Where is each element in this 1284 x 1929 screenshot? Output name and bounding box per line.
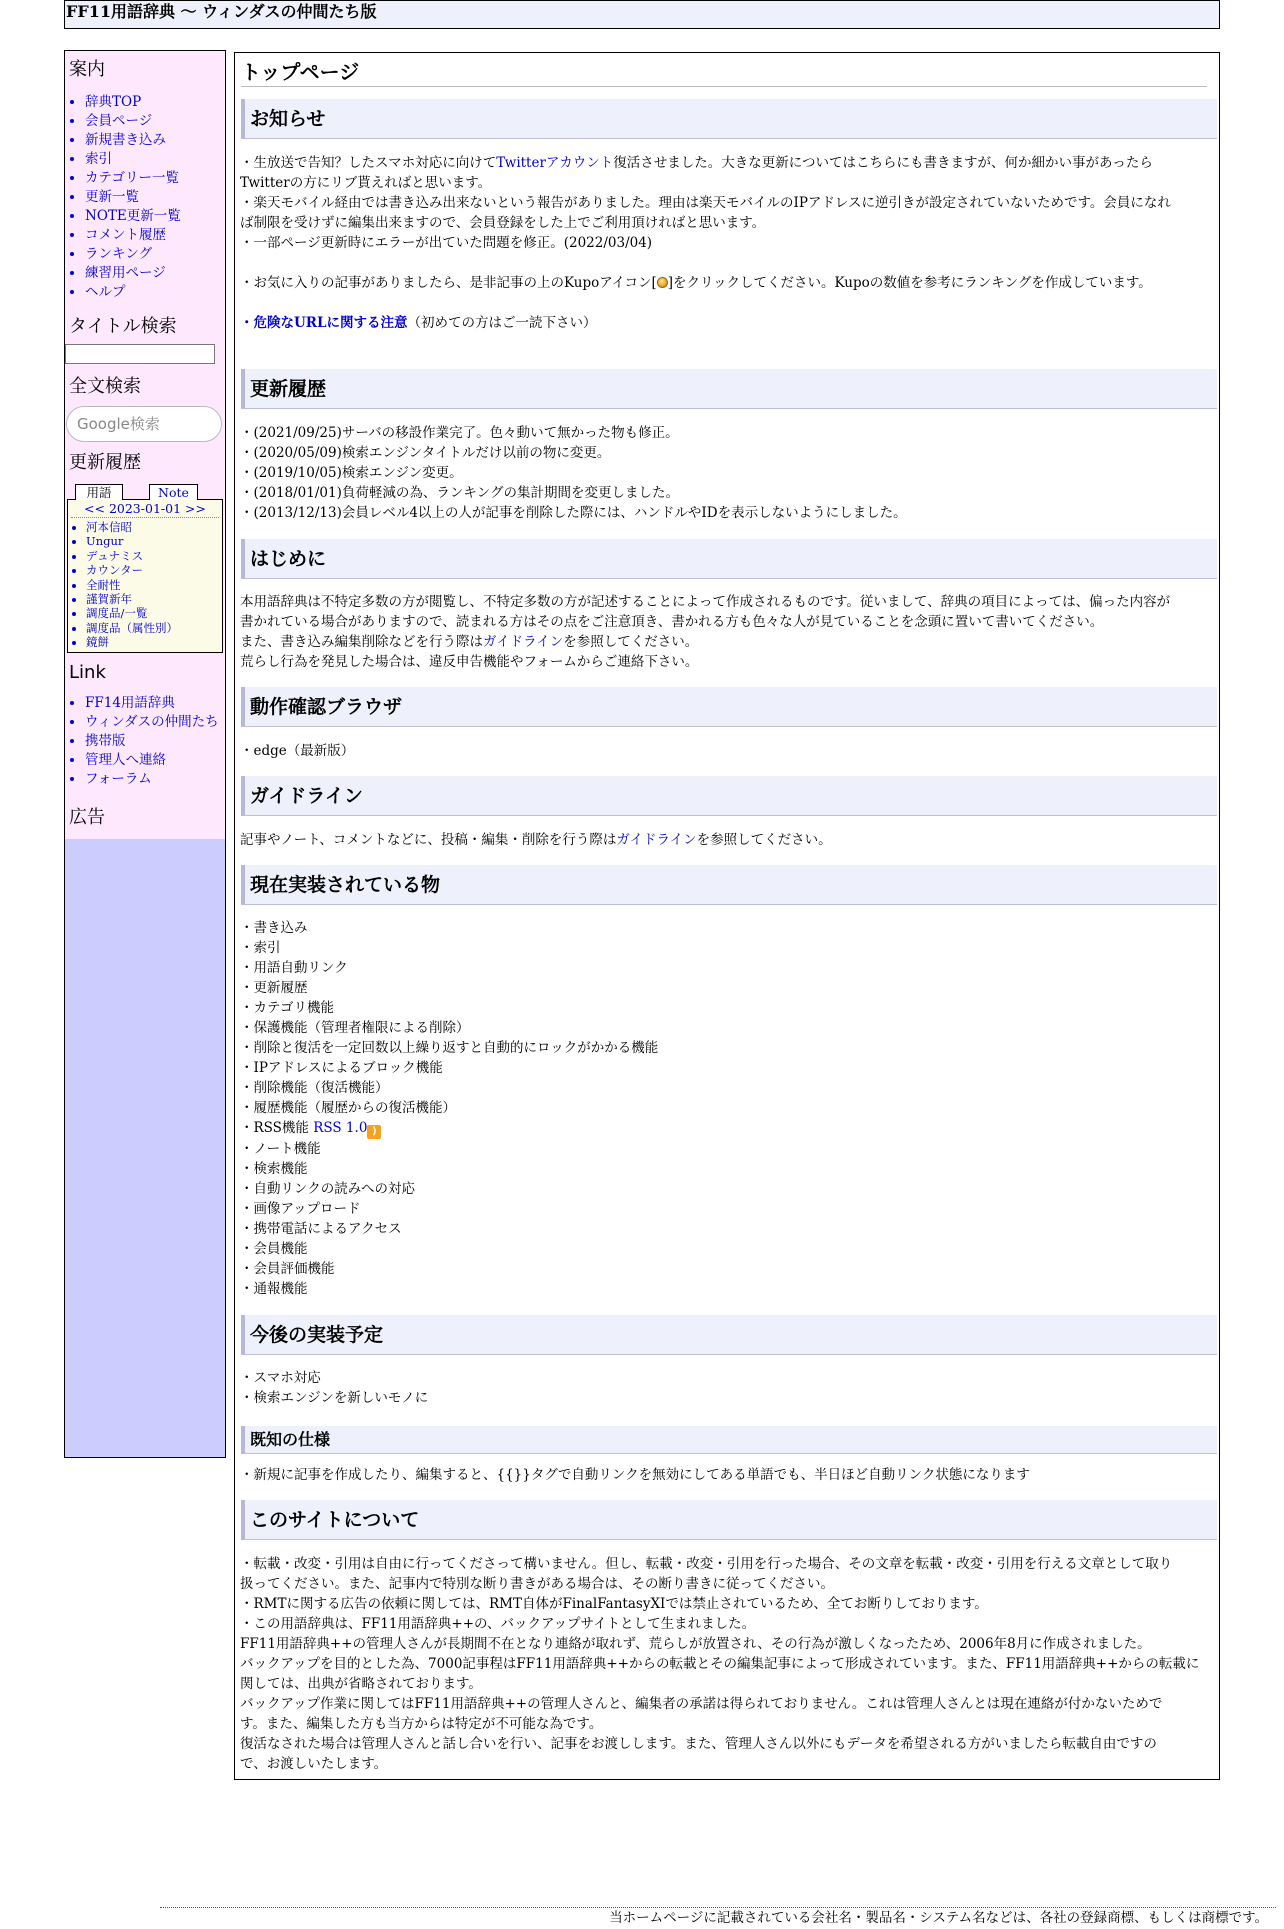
updates-heading: 更新履歴 [241, 369, 1217, 409]
feature-item: ・IPアドレスによるブロック機能 [240, 1060, 443, 1076]
rss-icon[interactable]: ) [367, 1125, 381, 1139]
about-heading: このサイトについて [241, 1500, 1217, 1540]
update-item: ・(2020/05/09)検索エンジンタイトルだけ以前の物に変更。 [240, 445, 611, 461]
history-item[interactable]: • 調度品（属性別） [86, 621, 222, 635]
history-item[interactable]: • 調度品/一覧 [86, 606, 222, 620]
sidebar-item-categories[interactable]: • カテゴリー一覧 [85, 169, 225, 188]
intro-text: を参照してください。 [563, 634, 699, 650]
news-line [240, 153, 1215, 173]
news-text: ]をクリックしてください。Kupoの数値を参考にランキングを作成しています。 [667, 275, 1152, 291]
history-item[interactable]: • 全耐性 [86, 578, 222, 592]
link-item-contact-admin[interactable]: • 管理人へ連絡 [85, 751, 225, 770]
news-text: ・生放送で告知？したスマホ対応に向けて [240, 155, 497, 171]
news-line: ば制限を受けずに編集出来ますので、会員登録をした上でご利用頂ければと思います。 [240, 215, 766, 231]
intro-line [240, 632, 1215, 652]
about-line: 扱ってください。また、記事内で特別な断り書きがある場合は、その断り書きに従ってください。 [240, 1576, 834, 1592]
feature-item: ・削除と復活を一定回数以上繰り返すと自動的にロックがかかる機能 [240, 1040, 659, 1056]
guideline-text: 記事やノート、コメントなどに、投稿・編集・削除を行う際は [240, 832, 617, 848]
history-item[interactable]: • 鏡餅 [86, 635, 222, 649]
guide-heading: 案内 [65, 51, 225, 87]
danger-url-link[interactable]: 危険なURLに関する注意 [253, 315, 408, 331]
guideline-heading: ガイドライン [241, 776, 1217, 816]
intro-heading: はじめに [241, 539, 1217, 579]
known-body [240, 1465, 1215, 1485]
footer-text: 当ホームページに記載されている会社名・製品名・システム名などは、各社の登録商標、もしくは商標です。 [609, 1910, 1268, 1926]
updates-body [240, 423, 1215, 523]
rss-link[interactable]: RSS 1.0 [313, 1120, 368, 1136]
news-line: Twitterの方にリブ貰えればと思います。 [240, 175, 492, 191]
site-title: FF11用語辞典 ～ ウィンダスの仲間たち版 [64, 0, 1220, 29]
news-text: 復活させました。大きな更新についてはこちらにも書きますが、何か細かい事があったら [613, 155, 1153, 171]
link-item-forum[interactable]: • フォーラム [85, 770, 225, 789]
guideline-line [240, 830, 1215, 850]
google-search-wrap [65, 404, 225, 449]
feature-item: ・書き込み [240, 920, 308, 936]
guideline-body [240, 830, 1215, 850]
intro-line: 荒らし行為を発見した場合は、違反申告機能やフォームからご連絡下さい。 [240, 654, 699, 670]
sidebar-item-comment-history[interactable]: • コメント履歴 [85, 226, 225, 245]
news-text: （初めての方はご一読下さい） [407, 315, 597, 331]
ad-heading: 広告 [65, 797, 225, 839]
tab-terms[interactable]: 用語 [75, 484, 123, 500]
feature-item: ・カテゴリ機能 [240, 1000, 334, 1016]
news-line [240, 313, 1215, 333]
news-heading: お知らせ [241, 99, 1217, 139]
sidebar-item-note-updates[interactable]: • NOTE更新一覧 [85, 207, 225, 226]
history-item[interactable]: • 謹賀新年 [86, 592, 222, 606]
twitter-link[interactable]: Twitterアカウント [496, 155, 614, 171]
history-box [67, 499, 223, 653]
about-line: 復活なされた場合は管理人さんと話し合いを行い、記事をお渡しします。また、管理人さん以外にもデータを希望される方がいましたら転載自由ですの [240, 1736, 1157, 1752]
known-text: ・新規に記事を作成したり、編集すると、{{}}タグで自動リンクを無効にしてある単語でも、半日ほど自動リンク状態になります [240, 1467, 1030, 1483]
link-item-ff14[interactable]: • FF14用語辞典 [85, 694, 225, 713]
news-line: ・楽天モバイル経由では書き込み出来ないという報告がありました。理由は楽天モバイルのIPアドレスに逆引きが設定されていないためです。会員になれ [240, 195, 1171, 211]
feature-item: ・通報機能 [240, 1281, 308, 1297]
planned-heading: 今後の実装予定 [241, 1315, 1217, 1355]
sidebar-item-index[interactable]: • 索引 [85, 150, 225, 169]
feature-item: ・携帯電話によるアクセス [240, 1221, 402, 1237]
page-title: トップページ [241, 59, 1207, 87]
update-item: ・(2013/12/13)会員レベル4以上の人が記事を削除した際には、ハンドルやIDを表示しないようにしました。 [240, 505, 907, 521]
about-line: ・RMTに関する広告の依頼に関しては、RMT自体がFinalFantasyXIでは禁止されているため、全てお断りしております。 [240, 1596, 988, 1612]
intro-body [240, 592, 1215, 672]
link-list [65, 690, 225, 797]
sidebar-item-help[interactable]: • ヘルプ [85, 283, 225, 302]
feature-item: ・画像アップロード [240, 1201, 361, 1217]
about-line: ・この用語辞典は、FF11用語辞典++の、バックアップサイトとして生まれました。 [240, 1616, 756, 1632]
feature-item: ・保護機能（管理者権限による削除） [240, 1020, 470, 1036]
planned-item: ・スマホ対応 [240, 1370, 321, 1386]
history-tabs [65, 479, 225, 499]
feature-item: ・会員評価機能 [240, 1261, 335, 1277]
link-item-windurst[interactable]: • ウィンダスの仲間たち [85, 713, 225, 732]
feature-item: ・履歴機能（履歴からの復活機能） [240, 1100, 456, 1116]
intro-line: 書かれている場合がありますので、読まれる方はその点をご注意頂き、書かれる方も色々な人が見ていることを念頭に置いて書いてください。 [240, 614, 1104, 630]
history-date-nav[interactable]: << 2023-01-01 >> [71, 501, 219, 518]
news-line: ・一部ページ更新時にエラーが出ていた問題を修正。(2022/03/04) [240, 235, 653, 251]
about-line: ・転載・改変・引用は自由に行ってくださって構いません。但し、転載・改変・引用を行った場合、その文章を転載・改変・引用を行える文章として取り [240, 1556, 1173, 1572]
update-item: ・(2018/01/01)負荷軽減の為、ランキングの集計期間を変更しました。 [240, 485, 679, 501]
google-search-input[interactable]: Google検索 [66, 406, 222, 442]
sidebar-item-practice[interactable]: • 練習用ページ [85, 264, 225, 283]
about-line: で、お渡しいたします。 [240, 1756, 388, 1772]
fulltext-label: 全文検索 [65, 374, 225, 404]
known-heading: 既知の仕様 [241, 1426, 1217, 1454]
main-content [234, 52, 1220, 1780]
sidebar-item-ranking[interactable]: • ランキング [85, 245, 225, 264]
news-body [240, 153, 1215, 333]
feature-item: ・索引 [240, 940, 281, 956]
about-line: バックアップ作業に関してはFF11用語辞典++の管理人さんと、編集者の承諾は得られておりません。これは管理人さんとは現在連絡が付かないためで [240, 1696, 1163, 1712]
feature-item: ・更新履歴 [240, 980, 308, 996]
update-item: ・(2019/10/05)検索エンジン変更。 [240, 465, 463, 481]
title-search-wrap [65, 344, 225, 374]
history-list [68, 518, 222, 652]
feature-item: ・自動リンクの読みへの対応 [240, 1181, 415, 1197]
about-line: バックアップを目的とした為、7000記事程はFF11用語辞典++からの転載とその編集記事によって形成されています。また、FF11用語辞典++からの転載に [240, 1656, 1200, 1672]
link-item-mobile[interactable]: • 携帯版 [85, 732, 225, 751]
browser-text: ・edge（最新版） [240, 743, 355, 759]
feature-text: ・RSS機能 [240, 1120, 314, 1136]
history-item[interactable]: • 河本信昭 [86, 520, 222, 534]
features-body [240, 918, 1215, 1299]
news-text: ・お気に入りの記事がありましたら、是非記事の上のKupoアイコン[ [240, 275, 657, 291]
guideline-link-2[interactable]: ガイドライン [616, 832, 697, 848]
kupo-icon[interactable] [657, 277, 668, 288]
history-wrap [65, 499, 225, 655]
feature-item: ・ノート機能 [240, 1141, 321, 1157]
intro-text: また、書き込み編集削除などを行う際は [240, 634, 483, 650]
sidebar-item-dictionary-top[interactable]: • 辞典TOP [85, 93, 225, 112]
browser-body [240, 741, 1215, 761]
sidebar-item-member-page[interactable]: • 会員ページ [85, 112, 225, 131]
guideline-text: を参照してください。 [696, 832, 832, 848]
guide-list [65, 87, 225, 310]
guide-section [65, 51, 225, 310]
planned-body [240, 1368, 1215, 1408]
feature-item: ・用語自動リンク [240, 960, 348, 976]
tab-note[interactable]: Note [149, 484, 198, 500]
planned-item: ・検索エンジンを新しいモノに [240, 1390, 429, 1406]
about-line: す。また、編集した方も当方からは特定が不可能な為です。 [240, 1716, 603, 1732]
history-item[interactable]: • Ungur [86, 534, 222, 548]
sidebar [64, 50, 226, 1458]
guideline-link[interactable]: ガイドライン [483, 634, 564, 650]
title-search-label: タイトル検索 [65, 310, 225, 344]
history-item[interactable]: • デュナミス [86, 549, 222, 563]
bullet: ・ [240, 315, 254, 331]
spacer [240, 293, 1215, 313]
title-search-input[interactable] [65, 344, 215, 364]
ad-area [65, 839, 225, 1458]
link-heading: Link [65, 655, 225, 690]
history-item[interactable]: • カウンター [86, 563, 222, 577]
intro-line: 本用語辞典は不特定多数の方が閲覧し、不特定多数の方が記述することによって作成されるものです。従いまして、辞典の項目によっては、偏った内容が [240, 594, 1171, 610]
news-line [240, 273, 1215, 293]
feature-item: ・会員機能 [240, 1241, 308, 1257]
about-line: FF11用語辞典++の管理人さんが長期間不在となり連絡が取れず、荒らしが放置され、その行為が激しくなったため、2006年8月に作成されました。 [240, 1636, 1151, 1652]
browser-heading: 動作確認ブラウザ [241, 687, 1217, 727]
feature-item [240, 1118, 1215, 1139]
history-label: 更新履歴 [65, 449, 225, 479]
features-heading: 現在実装されている物 [241, 865, 1217, 905]
feature-item: ・削除機能（復活機能） [240, 1080, 389, 1096]
feature-item: ・検索機能 [240, 1161, 308, 1177]
sidebar-item-updates[interactable]: • 更新一覧 [85, 188, 225, 207]
sidebar-item-new-post[interactable]: • 新規書き込み [85, 131, 225, 150]
about-line: 関しては、出典が省略されております。 [240, 1676, 482, 1692]
spacer [240, 253, 1215, 273]
update-item: ・(2021/09/25)サーバの移設作業完了。色々動いて無かった物も修正。 [240, 425, 679, 441]
about-body [240, 1554, 1215, 1774]
